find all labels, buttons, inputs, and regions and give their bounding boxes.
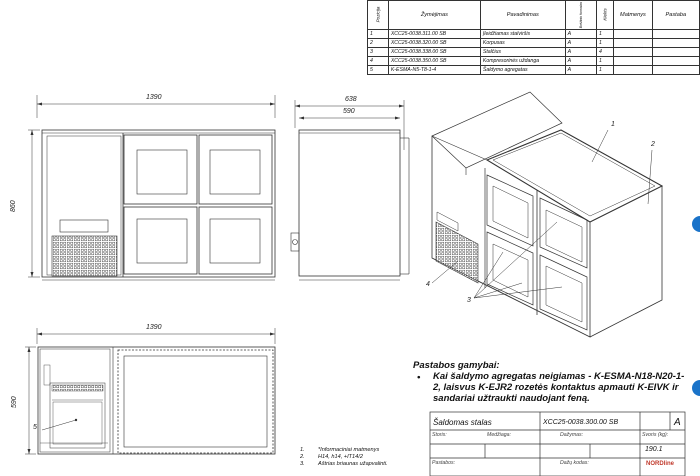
notes-text: Kai šaldymo agregatas neigiamas - K-ESMA-N18-N20-1-2, laisvus K-EJR2 rozetės kontaktus apmauti K-EIVK ir sandariai užtraukti naudojant feną. xyxy=(433,371,685,404)
drawing-format: A xyxy=(674,417,681,428)
footnote-item: 2. H14, h14, +IT14/2 xyxy=(300,454,363,460)
callout-5: 5 xyxy=(33,424,37,431)
col-qty-header: Kiekis xyxy=(597,1,614,30)
front-width-dim: 1390 xyxy=(146,94,162,101)
notes-title: Pastabos gamybai: xyxy=(413,360,500,371)
table-row: 5 K-ESMA-N5-T8-1-4 Šaldymo agregatas A 1 xyxy=(368,66,700,75)
side-view xyxy=(291,100,409,280)
plan-view xyxy=(25,328,275,454)
front-height-dim: 860 xyxy=(10,200,17,212)
col-note-header: Pastaba xyxy=(652,1,699,30)
callout-2: 2 xyxy=(651,141,655,148)
production-notes xyxy=(413,360,685,404)
callout-3: 3 xyxy=(467,297,471,304)
brand-logo: NORDline xyxy=(646,461,675,467)
side-depth-body-dim: 590 xyxy=(343,108,355,115)
drawing-name: Šaldomas stalas xyxy=(433,418,492,427)
callout-1: 1 xyxy=(611,121,615,128)
footnote-item: 3. Aštrias briaunas užapvalinti. xyxy=(300,461,388,467)
callout-4: 4 xyxy=(426,281,430,288)
footnote-item: 1. *Informaciniai matmenys xyxy=(300,447,380,453)
notes-bullet: • xyxy=(417,372,421,383)
col-code-header: Žymėjimas xyxy=(388,1,480,30)
plan-width-dim: 1390 xyxy=(146,324,162,331)
label-medziaga: Medžiaga: xyxy=(487,432,511,438)
table-row: 4 XCC25-0038.350.00 SB Kompresorinės uždanga A 1 xyxy=(368,57,700,66)
label-storis: Storis: xyxy=(432,432,447,438)
table-row: 2 XCC25-0038.320.00 SB Korpusas A 1 xyxy=(368,39,700,48)
label-dazu-kodas: Dažų kodas: xyxy=(560,460,589,466)
table-row: 3 XCC25-0038.338.00 SB Stalčius A 4 xyxy=(368,48,700,57)
label-pastabos: Pastabos: xyxy=(432,460,456,466)
drawing-code: XCC25-0038.300.00 SB xyxy=(543,419,619,426)
front-view xyxy=(28,95,275,280)
col-name-header: Pavadinimas xyxy=(480,1,565,30)
label-dazymas: Dažymas: xyxy=(560,432,584,438)
footnotes xyxy=(300,447,388,468)
col-format-header: Brėžinio formatas xyxy=(565,1,596,30)
col-size-header: Matmenys xyxy=(614,1,652,30)
weight-value: 190.1 xyxy=(645,446,663,453)
table-row: 1 XCC25-0038.311.00 SB Įleidžiamas stalviršis A 1 xyxy=(368,30,700,39)
side-depth-total-dim: 638 xyxy=(345,96,357,103)
plan-depth-dim: 590 xyxy=(11,396,18,408)
label-svoris: Svoris (kg): xyxy=(642,432,669,438)
col-pos-header: Pozicija xyxy=(368,1,389,30)
